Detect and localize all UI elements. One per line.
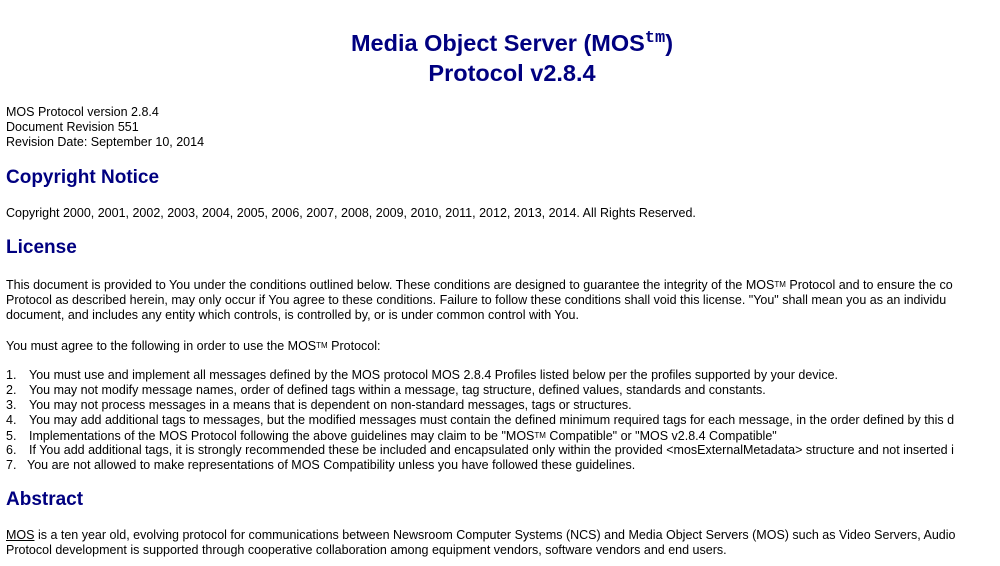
list-text: You may add additional tags to messages, but the modified messages must contain the defined minimum required tags for each message, in the order defined by this d	[29, 413, 955, 427]
abstract-heading: Abstract	[6, 489, 84, 510]
list-text: You may not process messages in a means that is dependent on non-standard messages, tags or structures.	[29, 398, 632, 412]
list-text: You are not allowed to make representations of MOS Compatibility unless you have followed these guidelines.	[27, 458, 636, 472]
list-item	[6, 398, 954, 413]
copyright-text: Copyright 2000, 2001, 2002, 2003, 2004, 2005, 2006, 2007, 2008, 2009, 2010, 2011, 2012, 2013, 2014. All Rights Reserved.	[6, 206, 696, 220]
list-text: Implementations of the MOS Protocol following the above guidelines may claim to be "MOS	[29, 429, 535, 443]
list-item	[6, 458, 954, 473]
document-revision: Document Revision 551	[6, 120, 139, 134]
title-close-paren: )	[665, 30, 674, 56]
agreement-text: You must agree to the following in order to use the MOS	[6, 339, 317, 353]
list-number: 6.	[6, 443, 17, 457]
list-number: 7.	[6, 458, 17, 472]
list-text: You may not modify message names, order of defined tags within a message, tag structure, defined values, standards and constants.	[29, 383, 766, 397]
trademark-mark: TM	[534, 431, 546, 440]
list-number: 2.	[6, 383, 17, 397]
list-item	[6, 428, 954, 443]
trademark-mark: TM	[316, 341, 328, 350]
abstract-line-1-text: is a ten year old, evolving protocol for communications between Newsroom Computer Systems (NCS) and Media Object Servers (MOS) such as Video Servers, Audio	[34, 528, 956, 542]
copyright-heading: Copyright Notice	[6, 167, 160, 188]
license-line-1-end: Protocol and to ensure the co	[785, 278, 953, 292]
list-text-end: Compatible" or "MOS v2.8.4 Compatible"	[545, 429, 777, 443]
list-item	[6, 383, 954, 398]
document-meta	[6, 105, 204, 150]
list-number: 3.	[6, 398, 17, 412]
abstract-line-2: Protocol development is supported through cooperative collaboration among equipment vendors, software vendors and end users.	[6, 543, 727, 557]
protocol-version: MOS Protocol version 2.8.4	[6, 105, 159, 119]
revision-date: Revision Date: September 10, 2014	[6, 135, 205, 149]
abstract-line-1	[6, 528, 955, 543]
list-number: 1.	[6, 368, 17, 382]
abstract-paragraph	[6, 528, 955, 558]
list-item	[6, 368, 954, 383]
list-number: 5.	[6, 429, 17, 443]
license-line-3: document, and includes any entity which controls, is controlled by, or is under common control with You.	[6, 308, 579, 322]
license-agreement	[6, 338, 381, 354]
license-conditions-list	[6, 368, 954, 473]
trademark-mark: TM	[774, 280, 786, 289]
list-item	[6, 443, 954, 458]
license-paragraph	[6, 277, 953, 323]
trademark-superscript: tm	[644, 29, 666, 48]
mos-link[interactable]: MOS	[6, 528, 35, 542]
agreement-text-end: Protocol:	[327, 339, 381, 353]
list-text: You must use and implement all messages defined by the MOS protocol MOS 2.8.4 Profiles listed below per the profiles supported by your device.	[29, 368, 838, 382]
title-line-1	[6, 28, 1000, 58]
license-line-2: Protocol as described herein, may only occur if You agree to these conditions. Failure to follow these conditions shall void this license. "You" shall mean you as an individu	[6, 293, 947, 307]
list-item	[6, 413, 954, 428]
license-line-1-text: This document is provided to You under the conditions outlined below. These conditions are designed to guarantee the integrity of the MOS	[6, 278, 775, 292]
license-heading: License	[6, 237, 77, 258]
title-text: Media Object Server (MOS	[350, 30, 645, 56]
title-line-2: Protocol v2.8.4	[428, 60, 596, 86]
license-line-1	[6, 277, 953, 293]
list-text: If You add additional tags, it is strongly recommended these be included and encapsulated only within the provided <mosExternalMetadata> structure and not inserted i	[29, 443, 954, 457]
page-title	[6, 28, 1000, 88]
list-number: 4.	[6, 413, 17, 427]
